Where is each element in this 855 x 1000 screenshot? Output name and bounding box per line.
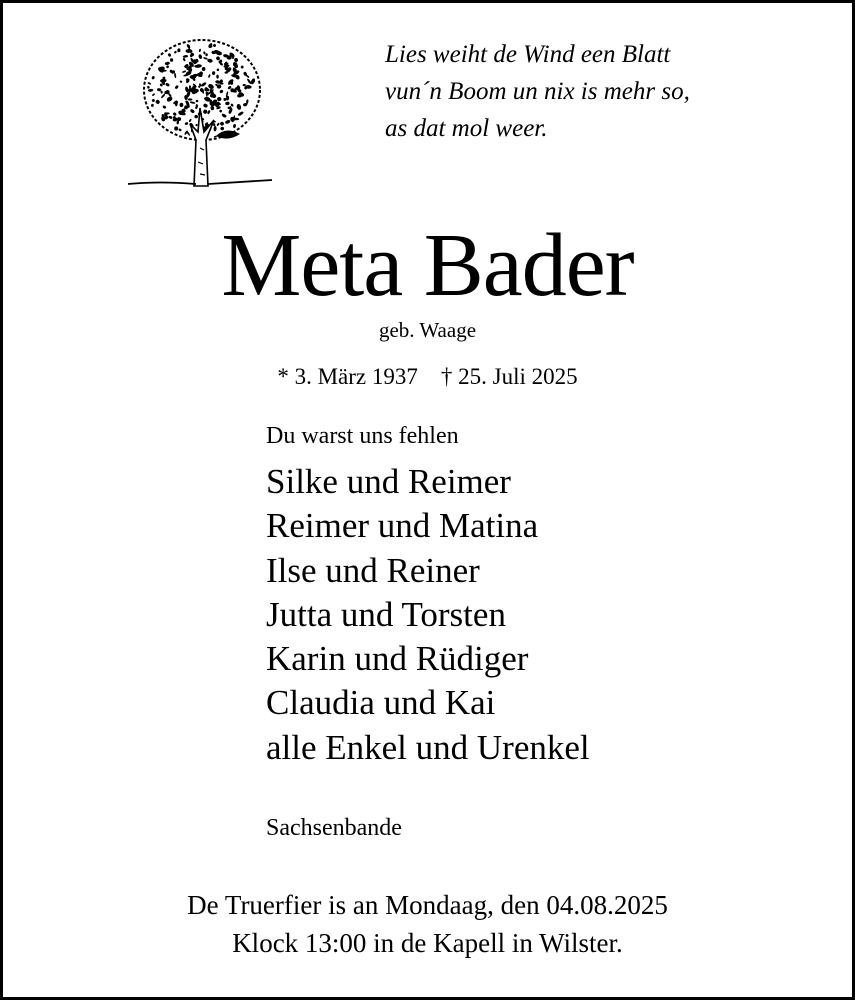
list-item: alle Enkel und Urenkel [266, 727, 590, 767]
mourners-intro: Du warst uns fehlen [266, 423, 459, 449]
list-item: Karin und Rüdiger [266, 639, 529, 679]
service-info [0, 886, 855, 962]
mourners-list [266, 460, 590, 770]
service-line: Klock 13:00 in de Kapell in Wilster. [232, 928, 623, 958]
list-item: Claudia und Kai [266, 683, 496, 723]
poem [385, 36, 690, 147]
place-name: Sachsenbande [266, 815, 402, 841]
deceased-name: Meta Bader [221, 216, 634, 315]
life-dates: * 3. März 1937 † 25. Juli 2025 [277, 364, 578, 389]
tree-with-falling-leaf-icon [120, 28, 280, 190]
poem-line: vun´n Boom un nix is mehr so, [385, 78, 690, 105]
list-item: Silke und Reimer [266, 462, 511, 501]
list-item: Jutta und Torsten [266, 594, 506, 634]
list-item: Reimer und Matina [266, 506, 539, 546]
poem-line: Lies weiht de Wind een Blatt [385, 41, 671, 68]
poem-line: as dat mol weer. [385, 115, 548, 142]
list-item: Ilse und Reiner [266, 550, 480, 590]
maiden-name: geb. Waage [378, 318, 477, 342]
service-line: De Truerfier is an Mondaag, den 04.08.2025 [187, 890, 668, 920]
